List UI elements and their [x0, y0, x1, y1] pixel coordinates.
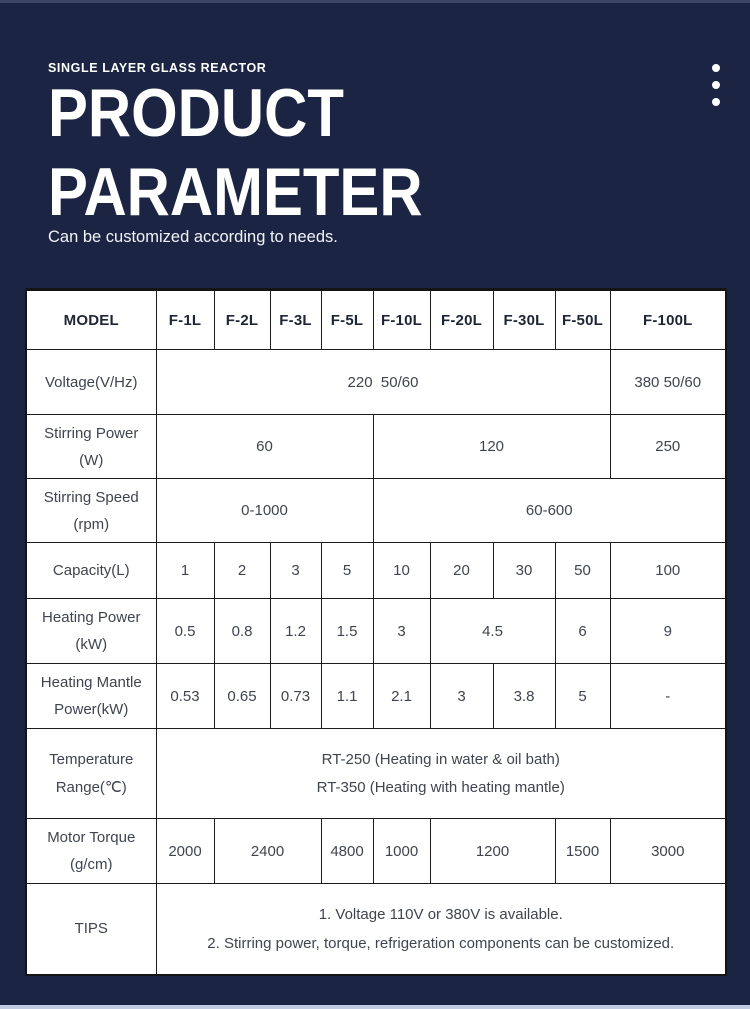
value-cell	[373, 543, 430, 599]
value-cell	[373, 599, 430, 664]
row-label-line: TIPS	[74, 920, 108, 938]
page-title-line2: PARAMETER	[48, 154, 423, 230]
value-line: 2400	[250, 842, 285, 860]
value-line: 1200	[475, 842, 510, 860]
top-edge-line	[0, 0, 750, 3]
value-cell	[610, 599, 726, 664]
row-label-line: Power(kW)	[54, 701, 129, 718]
table-row-stirring-power	[26, 415, 726, 479]
table-row-capacity	[26, 543, 726, 599]
value-line: 30	[515, 562, 533, 579]
value-cell	[610, 415, 726, 479]
value-line: 3	[457, 687, 466, 705]
value-cell	[610, 543, 726, 599]
value-cell	[430, 819, 555, 884]
value-cell	[270, 599, 321, 664]
row-label-line: (W)	[79, 451, 104, 469]
value-line: 4800	[330, 842, 364, 860]
value-line: 2. Stirring power, torque, refrigeration components can be customized.	[207, 934, 675, 952]
column-header-model: MODEL	[26, 290, 156, 350]
value-line: 0.73	[280, 687, 311, 705]
value-cell	[555, 543, 610, 599]
table-row-heating-mantle-power	[26, 664, 726, 729]
value-line: 50	[574, 562, 591, 579]
value-cell	[156, 543, 214, 599]
value-cell	[270, 664, 321, 729]
value-line: 60	[256, 438, 273, 455]
value-line: 2	[237, 562, 247, 579]
value-cell	[270, 543, 321, 599]
row-label-heating-power	[26, 599, 156, 664]
value-line: RT-250 (Heating in water & oil bath)	[321, 750, 560, 768]
value-line: 10	[393, 562, 410, 579]
value-cell	[373, 819, 430, 884]
value-line: 1. Voltage 110V or 380V is available.	[318, 905, 563, 923]
value-cell	[610, 664, 726, 729]
value-cell	[214, 664, 270, 729]
row-label-line: Stirring Speed	[43, 488, 139, 506]
value-cell	[430, 543, 493, 599]
parameter-table	[25, 288, 727, 976]
column-header-f-100l: F-100L	[610, 290, 726, 350]
table-row-temperature-range	[26, 729, 726, 819]
table-row-motor-torque	[26, 819, 726, 884]
value-line: 1	[180, 562, 190, 579]
row-label-stirring-power	[26, 415, 156, 479]
value-line: 20	[453, 562, 470, 579]
value-cell	[321, 664, 373, 729]
value-line: 3000	[651, 842, 685, 860]
value-cell	[610, 350, 726, 415]
value-cell	[156, 819, 214, 884]
kebab-menu-icon[interactable]	[712, 64, 720, 106]
value-line: 0.5	[174, 622, 196, 640]
row-label-line: Capacity(L)	[52, 562, 130, 579]
value-cell	[493, 543, 555, 599]
column-header-f-30l: F-30L	[493, 290, 555, 350]
value-line: 1500	[565, 842, 600, 860]
parameter-table-wrap	[25, 288, 725, 976]
value-cell	[430, 664, 493, 729]
column-header-f-1l: F-1L	[156, 290, 214, 350]
value-cell	[610, 819, 726, 884]
value-cell	[156, 479, 373, 543]
value-line: 2.1	[391, 687, 412, 705]
row-label-line: Temperature	[49, 750, 134, 768]
value-cell	[156, 884, 726, 975]
value-line: -	[665, 687, 671, 705]
value-line: 0.65	[227, 687, 257, 705]
row-label-heating-mantle-power	[26, 664, 156, 729]
value-cell	[214, 819, 321, 884]
eyebrow-label: SINGLE LAYER GLASS REACTOR	[48, 61, 267, 75]
row-label-line: Heating Power	[42, 609, 141, 626]
column-header-f-10l: F-10L	[373, 290, 430, 350]
row-label-tips	[26, 884, 156, 975]
row-label-line: Voltage(V/Hz)	[44, 373, 138, 391]
value-line: 60-600	[525, 502, 573, 519]
value-line: 250	[655, 438, 681, 455]
row-label-line: Range(℃)	[55, 778, 127, 796]
value-cell	[214, 543, 270, 599]
value-cell	[156, 664, 214, 729]
value-cell	[156, 350, 610, 415]
table-header-row	[26, 290, 726, 350]
row-label-voltage	[26, 350, 156, 415]
value-line: 1.5	[336, 622, 358, 640]
value-cell	[373, 664, 430, 729]
value-line: 1.2	[285, 622, 306, 640]
value-cell	[321, 819, 373, 884]
page-title-line1: PRODUCT	[48, 75, 344, 151]
column-header-f-20l: F-20L	[430, 290, 493, 350]
column-header-f-5l: F-5L	[321, 290, 373, 350]
value-line: 5	[578, 687, 587, 705]
row-label-line: (kW)	[75, 636, 108, 653]
value-cell	[493, 664, 555, 729]
row-label-capacity	[26, 543, 156, 599]
row-label-line: (g/cm)	[70, 856, 113, 873]
value-line: 3.8	[513, 687, 535, 705]
row-label-stirring-speed	[26, 479, 156, 543]
value-line: 0.53	[170, 687, 200, 705]
value-cell	[555, 819, 610, 884]
value-line: 3	[291, 562, 300, 579]
row-label-line: Stirring Power	[44, 424, 139, 442]
table-row-tips	[26, 884, 726, 975]
value-line: 6	[578, 622, 587, 640]
value-cell	[555, 664, 610, 729]
table-row-stirring-speed	[26, 479, 726, 543]
row-label-temperature-range	[26, 729, 156, 819]
value-line: 1000	[384, 842, 419, 860]
value-line: 3	[397, 622, 406, 640]
value-cell	[430, 599, 555, 664]
bottom-edge-line	[0, 1005, 750, 1009]
column-header-f-50l: F-50L	[555, 290, 610, 350]
value-cell	[156, 729, 726, 819]
value-cell	[156, 415, 373, 479]
table-row-heating-power	[26, 599, 726, 664]
value-cell	[555, 599, 610, 664]
value-line: 2000	[168, 842, 202, 860]
kebab-dot	[712, 98, 720, 106]
value-line: 0-1000	[241, 502, 288, 519]
row-label-line: Motor Torque	[47, 829, 136, 846]
value-line: 9	[663, 622, 672, 640]
value-cell	[321, 543, 373, 599]
value-line: 0.8	[231, 622, 253, 640]
value-cell	[214, 599, 270, 664]
column-header-f-2l: F-2L	[214, 290, 270, 350]
row-label-motor-torque	[26, 819, 156, 884]
value-cell	[321, 599, 373, 664]
value-line: 120	[478, 438, 505, 455]
kebab-dot	[712, 81, 720, 89]
value-line: 220 50/60	[347, 373, 419, 391]
kebab-dot	[712, 64, 720, 72]
page-subtitle: Can be customized according to needs.	[48, 228, 338, 246]
value-line: 4.5	[482, 622, 503, 640]
value-line: 1.1	[336, 687, 358, 705]
page-title	[48, 74, 474, 232]
column-header-f-3l: F-3L	[270, 290, 321, 350]
row-label-line: Heating Mantle	[40, 674, 142, 691]
value-line: 100	[655, 562, 681, 579]
table-row-voltage	[26, 350, 726, 415]
value-cell	[373, 415, 610, 479]
value-line: 5	[342, 562, 352, 579]
value-line: RT-350 (Heating with heating mantle)	[316, 778, 565, 796]
value-cell	[373, 479, 726, 543]
value-line: 380 50/60	[634, 373, 702, 391]
value-cell	[156, 599, 214, 664]
row-label-line: (rpm)	[73, 515, 110, 533]
